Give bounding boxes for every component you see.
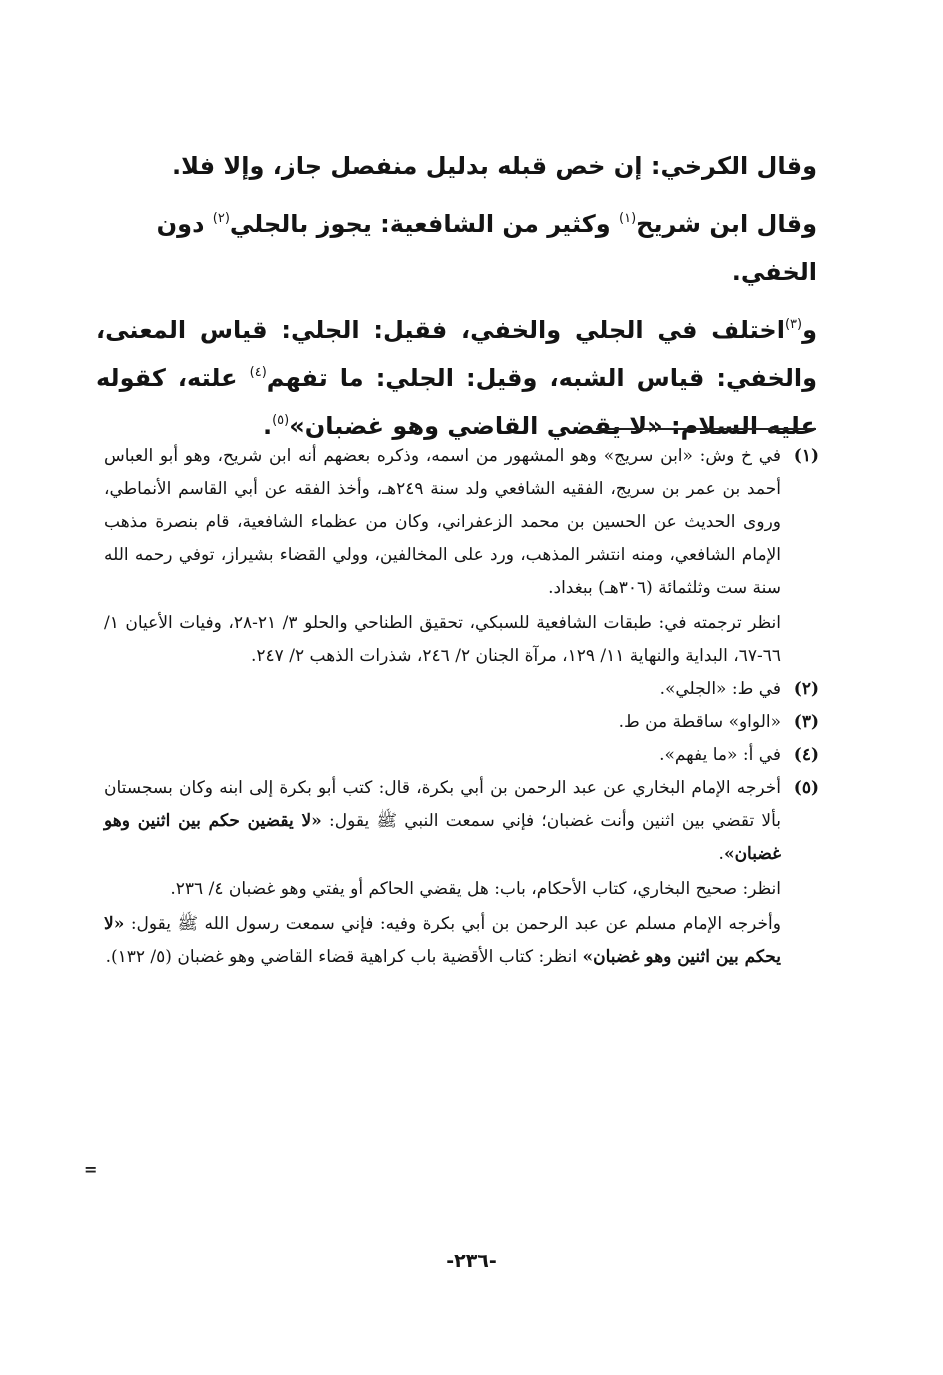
footnote-body	[104, 440, 781, 673]
footnote-separator	[596, 428, 816, 430]
continuation-mark: =	[84, 1160, 98, 1179]
footnote-ref-3[interactable]: (٣)	[784, 317, 803, 332]
main-paragraph-2: وقال ابن شريح$^{(١)}$ وكثير من الشافعية: يجوز بالجلي$^{(٢)}$ دون الخفي.	[156, 210, 817, 286]
footnote-number: (٤)	[793, 745, 819, 765]
footnote-3	[104, 706, 819, 739]
footnote-body: في أ: «ما يفهم».	[659, 745, 781, 765]
footnote-body: في ط: «الجلي».	[659, 679, 781, 699]
footnote-ref-2[interactable]: (٢)	[212, 211, 230, 226]
footnote-ref-5[interactable]: (٥)	[272, 413, 290, 428]
main-paragraph-3: و$^{(٣)}$اختلف في الجلي والخفي، فقيل: الجلي: قياس المعنى، والخفي: قياس الشبه، وقيل: الجلي: ما تفهم$^{(٤)}$ علته، كقوله عليه السلام: «لا يقضي القاضي وهو غضبان»$^{(٥)}$.	[96, 316, 817, 440]
footnote-5	[104, 772, 819, 974]
footnote-paragraph: انظر: صحيح البخاري، كتاب الأحكام، باب: هل يقضي الحاكم أو يفتي وهو غضبان ٤/ ٢٣٦.	[170, 879, 781, 899]
footnote-body: «الواو» ساقطة من ط.	[618, 712, 781, 732]
footnote-number: (٣)	[793, 712, 819, 732]
footnote-paragraph: انظر ترجمته في: طبقات الشافعية للسبكي، تحقيق الطناحي والحلو ٣/ ٢١-٢٨، وفيات الأعيان ١/ ٦٦-٦٧، البداية والنهاية ١١/ ١٢٩، مرآة الجنان ٢/ ٢٤٦، شذرات الذهب ٢/ ٢٤٧.	[104, 613, 781, 666]
footnote-1	[104, 440, 819, 673]
footnote-ref-1[interactable]: (١)	[619, 211, 637, 226]
hadith-quote: «لا يقضين حكم بين اثنين وهو غضبان»	[104, 811, 781, 864]
page-number: -٢٣٦-	[446, 1250, 497, 1272]
footnote-number: (٢)	[793, 679, 819, 699]
footnote-4	[104, 739, 819, 772]
footnote-paragraph: في خ وش: «ابن سريج» وهو المشهور من اسمه، وذكره بعضهم أنه ابن شريح، وهو أبو العباس أحمد بن عمر بن سريج، الفقيه الشافعي ولد سنة ٢٤٩هـ، وأخذ الفقه عن أبي القاسم الأنماطي، وروى الحديث عن الحسين بن محمد الزعفراني، وكان من عظماء الشافعية، قام بنصرة مذهب الإمام الشافعي، ومنه انتشر المذهب، ورد على المخالفين، وولي القضاء بشيراز، توفي رحمه الله سنة ست وثلثمائة (٣٠٦هـ) ببغداد.	[104, 446, 781, 598]
footnote-2	[104, 673, 819, 706]
footnote-number: (١)	[793, 446, 819, 466]
footnote-body	[104, 772, 781, 974]
hadith-quote: «لا يحكم بين اثنين وهو غضبان»	[104, 914, 781, 967]
footnote-number: (٥)	[793, 778, 819, 798]
footnote-paragraph: أخرجه الإمام البخاري عن عبد الرحمن بن أبي بكرة، قال: كتب أبو بكرة إلى ابنه وكان بسجستان بألا تقضي بين اثنين وأنت غضبان؛ فإني سمعت النبي ﷺ يقول: «لا يقضين حكم بين اثنين وهو غضبان».	[104, 778, 782, 864]
footnotes	[104, 440, 819, 974]
main-text	[96, 142, 817, 458]
footnote-paragraph: وأخرجه الإمام مسلم عن عبد الرحمن بن أبي بكرة وفيه: فإني سمعت رسول الله ﷺ يقول: «لا يحكم بين اثنين وهو غضبان» انظر: كتاب الأقضية باب كراهية قضاء القاضي وهو غضبان (٥/ ١٣٢).	[104, 914, 781, 967]
footnote-ref-4[interactable]: (٤)	[249, 365, 267, 380]
main-paragraph-1: وقال الكرخي: إن خص قبله بدليل منفصل جاز، وإلا فلا.	[172, 152, 817, 180]
